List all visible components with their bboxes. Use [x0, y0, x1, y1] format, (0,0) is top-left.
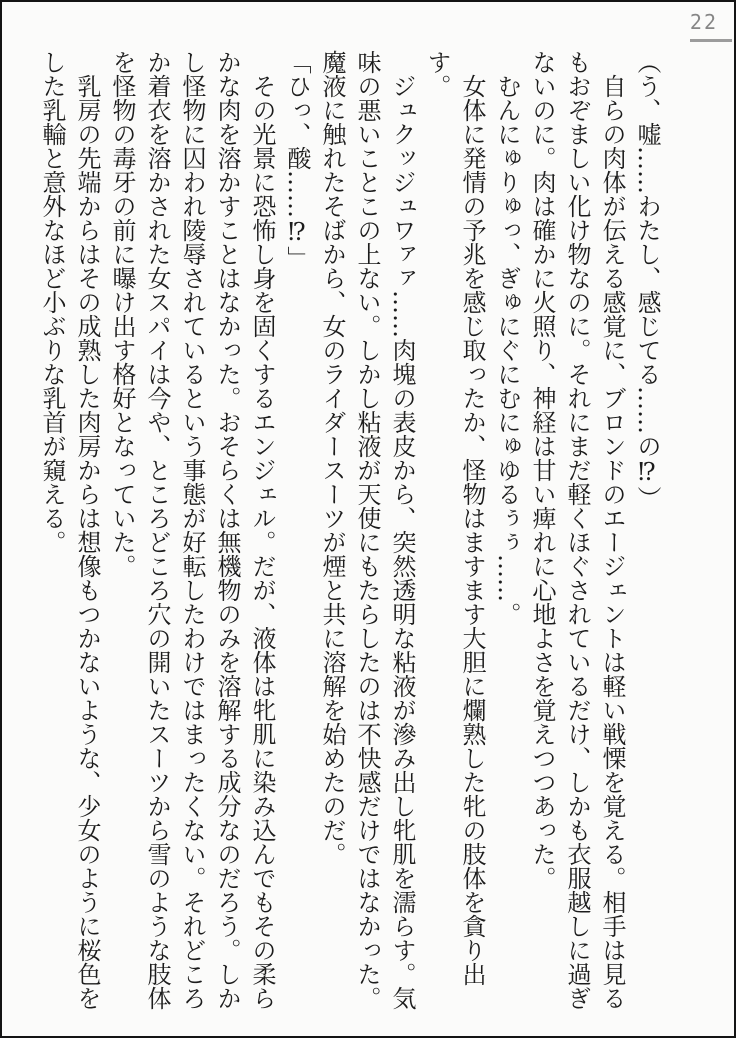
paragraph: 女体に発情の予兆を感じ取ったか、怪物はますます大胆に爛熟した牝の肢体を貪り出す。 — [423, 50, 486, 986]
paragraph-sfx: むんにゅりゅっ、ぎゅにぐにむにゅゆるぅぅ……。 — [493, 74, 521, 626]
paragraph: ジュクッジュワァァ……肉塊の表皮から、突然透明な粘液が滲み出し牝肌を濡らす。気味の悪いことこの上ない。しかし粘液が天使にもたらしたのは不快感だけではなかった。魔液に触れたそばから、女のライダースーツが煙と共に溶解を始めたのだ。 — [318, 50, 416, 1010]
paragraph: その光景に恐怖し身を固くするエンジェル。だが、液体は牝肌に染み込んでもその柔らかな肉を溶かすことはなかった。おそらくは無機物のみを溶解する成分なのだろう。しかし怪物に囚われ陵辱されているという事態が好転したわけではまったくない。それどころか着衣を溶かされた女スパイは今や、ところどころ穴の開いたスーツから雪のような肢体を怪物の毒牙の前に曝け出す格好となっていた。 — [108, 50, 276, 1010]
vertical-text-body — [34, 50, 664, 1012]
paragraph: 自らの肉体が伝える感覚に、ブロンドのエージェントは軽い戦慄を覚える。相手は見るもおぞましい化け物なのに。それにまだ軽くほぐされているだけ、しかも衣服越しに過ぎないのに。肉は確かに火照り、神経は甘い痺れに心地よさを覚えつつあった。 — [528, 50, 626, 1010]
page-number-underline — [690, 39, 732, 42]
paragraph: 乳房の先端からはその成熟した肉房からは想像もつかないような、少女のように桜色をした乳輪と意外なほど小ぶりな乳首が窺える。 — [38, 50, 101, 1010]
paragraph-dialogue: 「ひっ、酸……⁉」 — [283, 50, 311, 270]
paragraph-inner-monologue: （う、嘘……わたし、感じてる……の⁉） — [633, 50, 661, 510]
page-number: 22 — [689, 10, 718, 34]
